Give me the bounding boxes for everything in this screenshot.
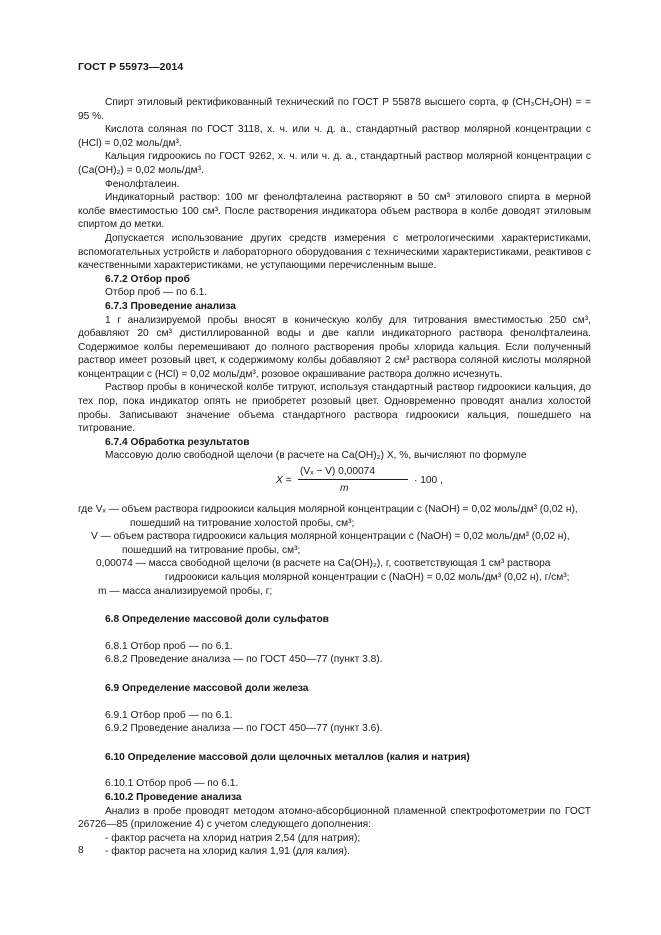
formula-lhs: X = xyxy=(276,475,292,487)
paragraph-phenolphthalein: Фенолфталеин. xyxy=(105,178,180,190)
definition-m: m — масса анализируемой пробы, г; xyxy=(98,585,273,597)
paragraph-sampling: Отбор проб — по 6.1. xyxy=(105,287,208,299)
paragraph-analysis-procedure: 1 г анализируемой пробы вносят в коническую колбу для титрования вместимостью 250 см³, добавляют 20 см³ дистиллированной воды и две капли индикаторного раствора фенолфталеина. Содержимое колбы перемешивают до полного растворения пробы хлорида кальция. Если полученный раствор имеет розовый цвет, к содержимому колбы добавляют 2 см³ раствора соляной кислоты молярной концентрации с (HCl) = 0,02 моль/дм³, розовое окрашивание раствора должно исчезнуть. xyxy=(78,314,591,380)
formula-block xyxy=(78,465,591,499)
paragraph-titration: Раствор пробы в конической колбе титруют, используя стандартный раствор гидроокиси кальция, до тех пор, пока индикатор опять не приобретет розовый цвет. Одновременно проводят анализ холостой пробы. Записывают значение объема стандартного раствора гидроокиси кальция, пошедшего на титрование. xyxy=(78,382,591,435)
heading-6-7-4: 6.7.4 Обработка результатов xyxy=(105,436,250,448)
heading-6-10: 6.10 Определение массовой доли щелочных металлов (калия и натрия) xyxy=(105,751,470,763)
item-6-9-1: 6.9.1 Отбор проб — по 6.1. xyxy=(105,709,233,721)
definition-v: V — объем раствора гидроокиси кальция молярной концентрации c (NaOH) = 0,02 моль/дм³ (0,02 н), пошедший на титрование пробы, см³; xyxy=(91,531,570,556)
page-number: 8 xyxy=(78,845,84,856)
heading-6-10-2: 6.10.2 Проведение анализа xyxy=(105,791,242,803)
formula-multiplier: · 100 , xyxy=(414,475,443,487)
heading-6-9: 6.9 Определение массовой доли железа xyxy=(105,682,309,694)
paragraph-calcium-hydroxide: Кальция гидроокись по ГОСТ 9262, х. ч. или ч. д. а., стандартный раствор молярной концентрации c (Ca(OH)₂) = 0,02 моль/дм³. xyxy=(78,151,591,176)
definition-coefficient: 0,00074 — масса свободной щелочи (в расчете на Ca(OH)₂), г, соответствующая 1 см³ раствора гидроокиси кальция молярной концентрации с (NaOH) = 0,02 моль/дм³ (0,02 н), г/см³; xyxy=(96,558,570,583)
item-6-9-2: 6.9.2 Проведение анализа — по ГОСТ 450—77 (пункт 3.6). xyxy=(105,723,383,735)
standard-header: ГОСТ Р 55973—2014 xyxy=(78,61,184,73)
paragraph-indicator-solution: Индикаторный раствор: 100 мг фенолфталеина растворяют в 50 см³ этилового спирта в мерной колбе вместимостью 100 см³. После растворения индикатора объем раствора в колбе доводят этиловым спиртом до метки. xyxy=(78,192,591,231)
bullet-sodium-factor: - фактор расчета на хлорид натрия 2,54 (для натрия); xyxy=(105,832,361,844)
heading-6-7-2: 6.7.2 Отбор проб xyxy=(105,273,190,285)
item-6-8-2: 6.8.2 Проведение анализа — по ГОСТ 450—77 (пункт 3.8). xyxy=(105,654,383,666)
document-body xyxy=(78,96,591,859)
paragraph-hcl: Кислота соляная по ГОСТ 3118, х. ч. или ч. д. а., стандартный раствор молярной концентрации c (HCl) = 0,02 моль/дм³. xyxy=(78,124,591,149)
paragraph-equipment-allowance: Допускается использование других средств измерения с метрологическими характеристиками, вспомогательных устройств и лабораторного оборудования с техническими характеристиками, реактивов с качественными характеристиками, не уступающими перечисленным выше. xyxy=(78,232,591,272)
bullet-potassium-factor: - фактор расчета на хлорид калия 1,91 (для калия). xyxy=(105,846,350,858)
paragraph-formula-intro: Массовую долю свободной щелочи (в расчете на Ca(OH)₂) X, %, вычисляют по формуле xyxy=(105,450,527,462)
definition-vx: где Vₓ — объем раствора гидроокиси кальция молярной концентрации c (NaOH) = 0,02 моль/дм³ (0,02 н), пошедший на титрование холостой пробы, см³; xyxy=(78,504,578,529)
heading-6-8: 6.8 Определение массовой доли сульфатов xyxy=(105,614,329,626)
formula-fraction-bar xyxy=(298,479,408,480)
formula-numerator: (Vₓ − V) 0,00074 xyxy=(300,466,375,478)
paragraph-ethanol: Спирт этиловый ректификованный технический по ГОСТ Р 55878 высшего сорта, φ (CH₃CH₂OH) = = 95 %. xyxy=(78,97,591,122)
heading-6-7-3: 6.7.3 Проведение анализа xyxy=(105,300,236,312)
item-6-8-1: 6.8.1 Отбор проб — по 6.1. xyxy=(105,640,233,652)
formula-denominator: m xyxy=(340,483,349,495)
item-6-10-1: 6.10.1 Отбор проб — по 6.1. xyxy=(105,778,239,790)
paragraph-aas-method: Анализ в пробе проводят методом атомно-абсорбционной пламенной спектрофотометрии по ГОСТ 26726—85 (приложение 4) с учетом следующего дополнения: xyxy=(78,805,591,831)
